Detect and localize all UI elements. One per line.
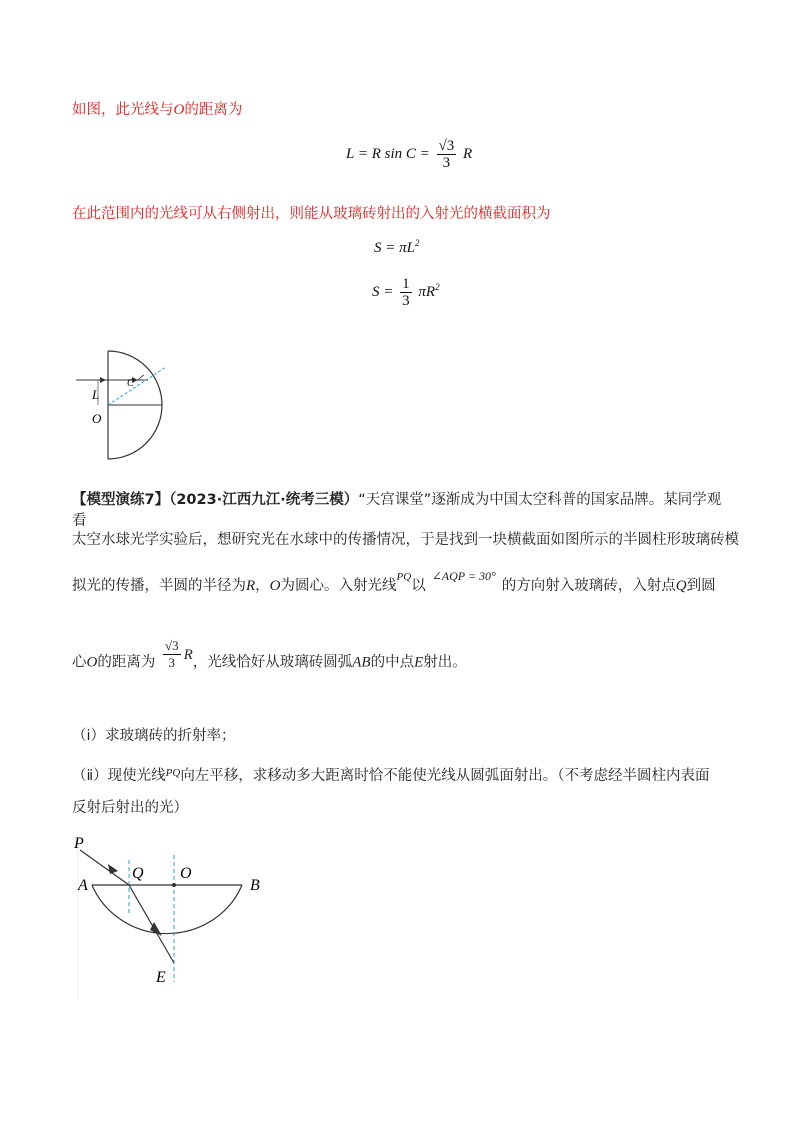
fig1-normal-dashed bbox=[108, 367, 166, 405]
figure-2-semicircle bbox=[70, 830, 270, 1005]
fig1-label-C: C bbox=[127, 378, 134, 389]
formula-S-2: S = $\frac{1}{3}$ $\pi R^2$ bbox=[372, 276, 440, 309]
question-1: （ⅰ）求玻璃砖的折射率； bbox=[72, 728, 236, 744]
fig2-refracted-ray bbox=[129, 885, 174, 963]
problem-line-3: 拟光的传播，半圆的半径为R，O为圆心。入射光线$^{PQ}$以$^{\angle AQP = 30^\circ}$的方向射入玻璃砖，入射点Q到圆 bbox=[72, 569, 716, 594]
solution-line-2: 在此范围内的光线可从右侧射出，则能从玻璃砖射出的入射光的横截面积为 bbox=[72, 206, 551, 222]
fig1-label-O: O bbox=[92, 411, 102, 426]
fig2-label-Q: Q bbox=[132, 865, 144, 882]
problem-line-2: 太空水球光学实验后，想研究光在水球中的传播情况，于是找到一块横截面如图所示的半圆柱形玻璃砖模 bbox=[72, 532, 739, 548]
formula-S-1: $S = \pi L^2$ bbox=[374, 238, 420, 256]
fig2-arc bbox=[92, 885, 242, 934]
solution-line-1: 如图，此光线与O的距离为 bbox=[72, 102, 243, 118]
fig2-label-E: E bbox=[156, 969, 166, 986]
fig2-label-B: B bbox=[250, 877, 260, 894]
problem-line-1: 【模型演练7】（2023·江西九江·统考三模）“天宫课堂”逐渐成为中国太空科普的国家品牌。某同学观看 bbox=[72, 492, 722, 529]
question-2-line-1: （ⅱ）现使光线$^{PQ}$向左平移，求移动多大距离时恰不能使光线从圆弧面射出。（不考虑经半圆柱内表面 bbox=[72, 767, 710, 784]
fig2-arrow-incident bbox=[108, 864, 118, 874]
fig2-center-dot bbox=[172, 883, 176, 887]
question-2-line-2: 反射后射出的光） bbox=[72, 800, 188, 816]
fig2-label-O: O bbox=[180, 865, 192, 882]
fig2-label-P: P bbox=[74, 835, 84, 852]
fig1-angle-arc bbox=[138, 375, 144, 380]
fig2-label-A: A bbox=[78, 877, 88, 894]
formula-L: L = R sin C = $\frac{√3}{3}$ R bbox=[346, 138, 473, 171]
fig1-arrow-1 bbox=[100, 377, 106, 383]
problem-line-4: 心O的距离为 $\frac{√3}{3}$ R，光线恰好从玻璃砖圆弧AB的中点E射出。 bbox=[72, 638, 467, 671]
fig1-label-L: L bbox=[92, 387, 100, 402]
figure-1-semicircle bbox=[70, 345, 180, 465]
